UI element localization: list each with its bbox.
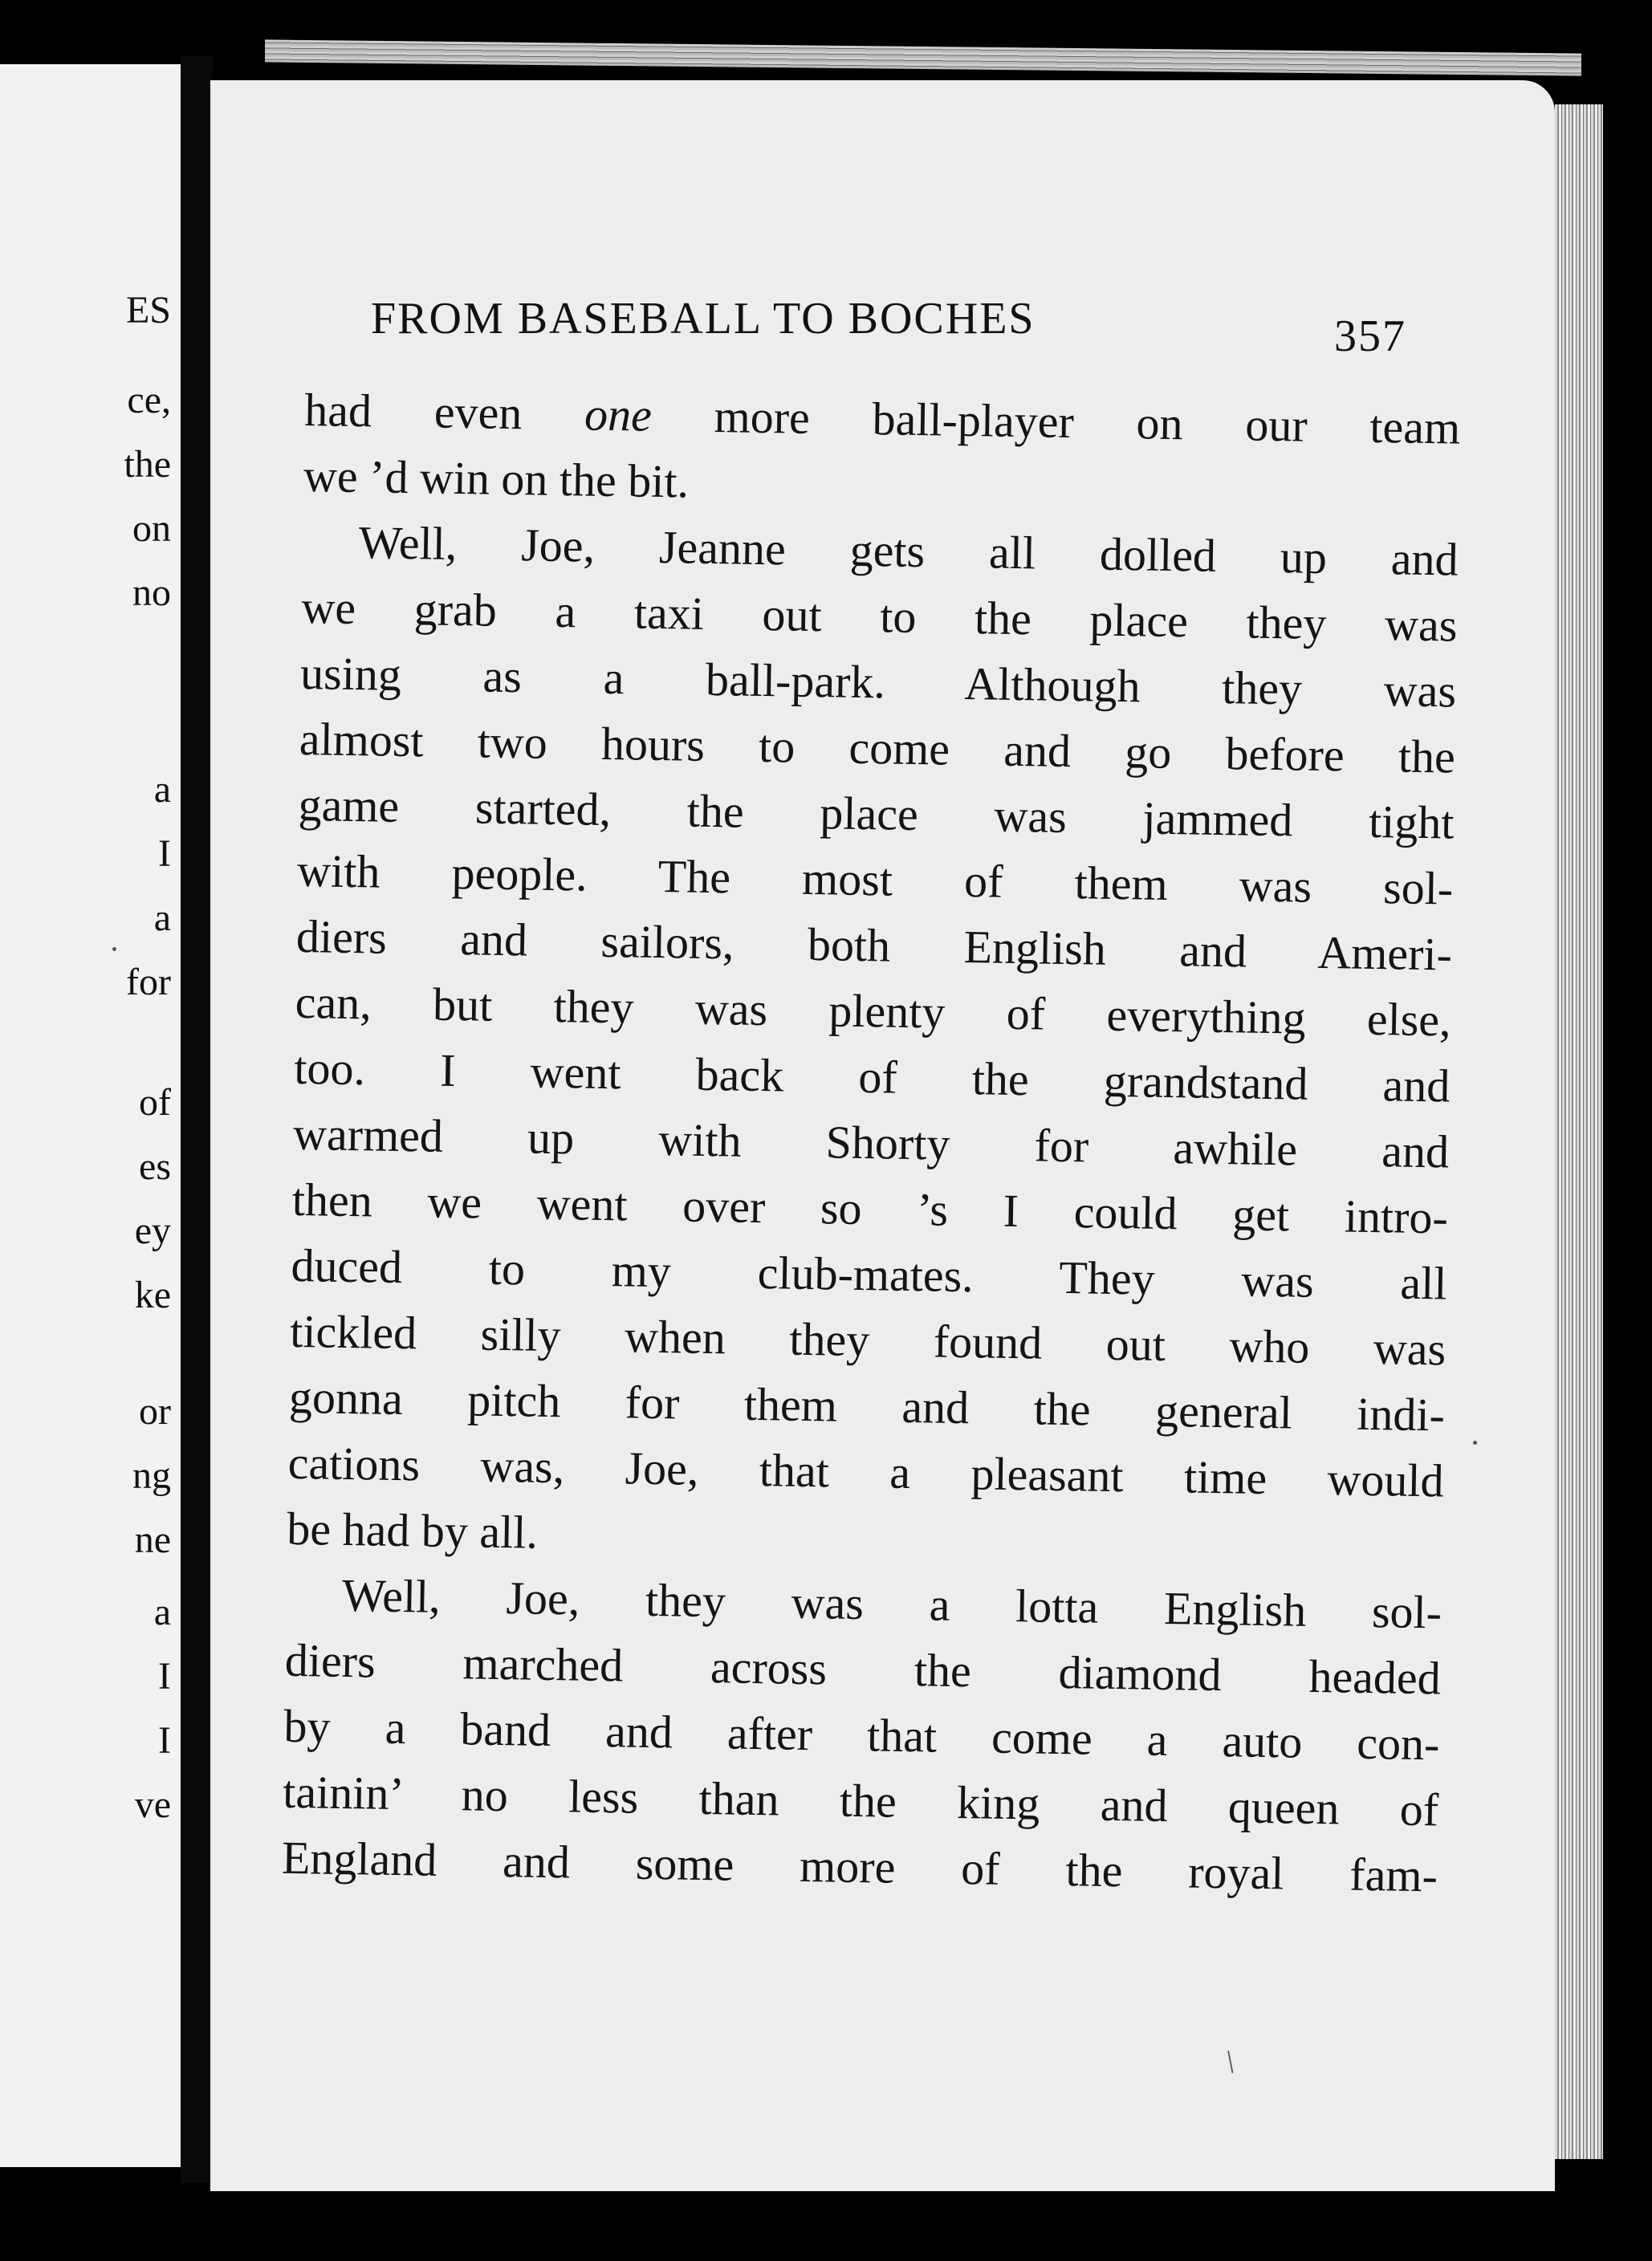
book-top-edge <box>265 39 1581 75</box>
text-line: Well, Joe, they was a lotta English sol- <box>341 1568 1442 1639</box>
left-fragment: ey <box>134 1210 171 1252</box>
text-line: warmed up with Shorty for awhile and <box>292 1107 1450 1178</box>
book-page <box>210 80 1555 2191</box>
body-text <box>281 377 1460 1909</box>
text-line: by a band and after that come a auto con- <box>283 1699 1440 1771</box>
text-line: too. I went back of the grandstand and <box>293 1041 1451 1112</box>
text-line: diers and sailors, both English and Ameri- <box>295 909 1453 981</box>
left-fragment: I <box>158 1655 171 1698</box>
left-fragment: for <box>126 961 171 1003</box>
text-line: tainin’ no less than the king and queen of <box>282 1765 1439 1836</box>
left-fragment: ve <box>134 1783 171 1826</box>
text-line: with people. The most of them was sol- <box>296 844 1454 915</box>
left-fragment: I <box>158 1719 171 1762</box>
text-line: almost two hours to come and go before the <box>299 712 1456 783</box>
page-blemish: / <box>1217 2043 1243 2080</box>
left-fragment: a <box>153 1591 171 1633</box>
text-line: game started, the place was jammed tight <box>298 778 1455 849</box>
text-line: duced to my club-mates. They was all <box>291 1238 1447 1310</box>
left-page-fragment <box>0 64 181 2167</box>
book-gutter <box>181 56 213 2183</box>
text-line: England and some more of the royal fam- <box>281 1831 1438 1902</box>
left-fragment: no <box>132 571 171 614</box>
text-line: Well, Joe, Jeanne gets all dolled up and <box>358 516 1459 586</box>
left-fragment: a <box>153 897 171 939</box>
page-speck <box>1473 1441 1477 1445</box>
book-fore-edge <box>1555 104 1603 2159</box>
left-fragment: ke <box>134 1274 171 1316</box>
page-number: 357 <box>1334 311 1406 361</box>
text-line: cations was, Joe, that a pleasant time would <box>287 1436 1445 1507</box>
text-line: diers marched across the diamond headed <box>284 1633 1442 1705</box>
left-fragment: on <box>132 507 171 550</box>
text-line: can, but they was plenty of everything else, <box>295 975 1452 1047</box>
text-line: we ’d win on the bit. <box>303 449 690 508</box>
left-fragment: ne <box>134 1519 171 1561</box>
left-fragment: of <box>139 1081 171 1124</box>
text-line: be had by all. <box>286 1502 539 1559</box>
text-line: tickled silly when they found out who was <box>289 1304 1447 1376</box>
left-fragment: I <box>158 832 171 875</box>
text-line: we grab a taxi out to the place they was <box>300 580 1458 652</box>
left-fragment: the <box>124 443 171 486</box>
emphasis-word: one <box>584 388 653 441</box>
left-fragment: a <box>153 768 171 811</box>
page-speck <box>112 947 116 951</box>
text-line: had even one more ball-player on our team <box>303 383 1461 454</box>
left-fragment: ng <box>132 1454 171 1497</box>
left-fragment: ce, <box>127 379 171 421</box>
left-fragment: or <box>139 1390 171 1433</box>
text-line: then we went over so ’s I could get intro- <box>291 1173 1449 1244</box>
running-head: FROM BASEBALL TO BOCHES <box>371 294 1036 344</box>
text-line: using as a ball-park. Although they was <box>299 646 1457 718</box>
text-line: gonna pitch for them and the general indi- <box>288 1370 1446 1442</box>
left-fragment: es <box>139 1145 171 1188</box>
left-fragment: ES <box>125 289 171 331</box>
